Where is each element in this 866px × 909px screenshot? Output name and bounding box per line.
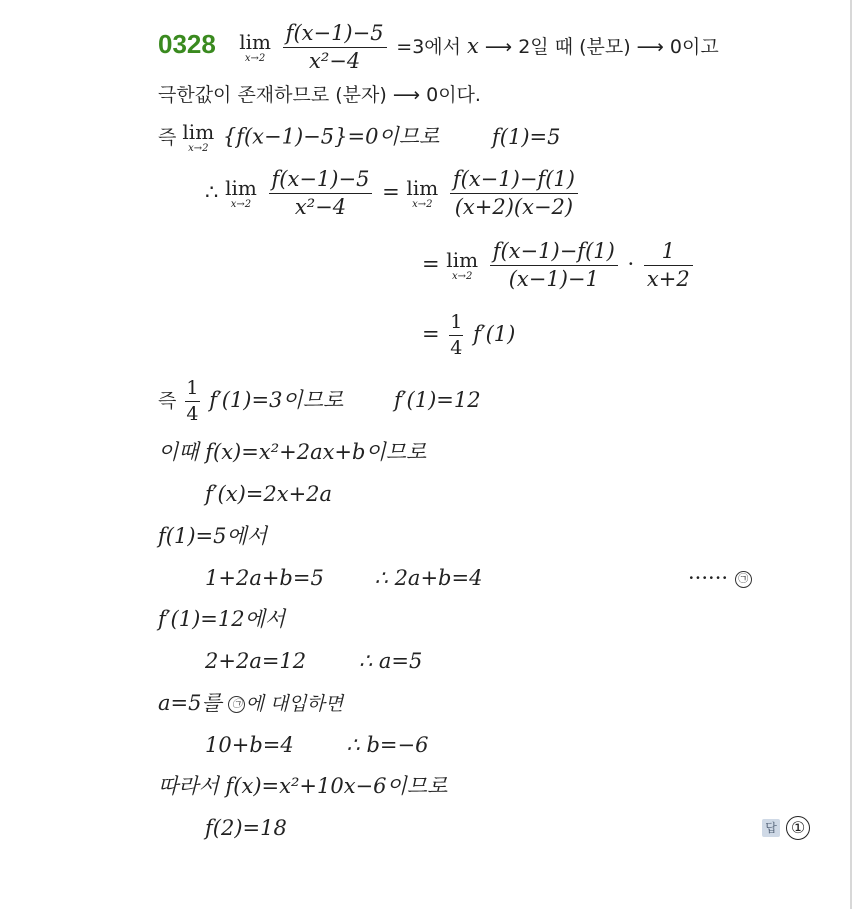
lim-operator: lim x→2 (406, 175, 439, 210)
line-15: 10+b=4 ∴ b=−6 (205, 733, 429, 757)
lim-operator: lim x→2 (225, 175, 257, 210)
marker-giyeok: ㉠ (735, 571, 752, 588)
lim-operator: lim x→2 (182, 120, 215, 154)
fraction: $\frac{1}{x+2}$ (644, 240, 693, 291)
line-3: 즉 lim x→2 {f(x−1)−5}=0이므로 f(1)=5 (158, 120, 561, 154)
line-17: f(2)=18 (205, 816, 287, 840)
line-7: 즉 $\frac{1}{4}$ f′(1)=3이므로 f′(1)=12 (158, 377, 481, 425)
line-4: ∴ lim x→2 $\frac{f(x-1)-5}{\text{x²−4}}$ = lim x→2 $\frac{f(x-1)-f(1)}{(x+2)(x-2)}$ (205, 168, 581, 219)
line-14: a=5를 ㉠ 에 대입하면 (158, 691, 344, 715)
answer (762, 816, 810, 840)
line-6: = $\frac{1}{4}$ f′(1) (422, 311, 516, 359)
answer-label: 답 (762, 819, 780, 837)
line-5: = lim x→2 $\frac{f(x-1)-f(1)}{(x-1)-1}$ · $\frac{1}{x+2}$ (422, 240, 696, 291)
answer-choice: ① (786, 816, 810, 840)
line-8: 이때 f(x)=x²+2ax+b이므로 (158, 440, 427, 464)
line-16: 따라서 f(x)=x²+10x−6이므로 (158, 774, 448, 798)
fraction: $\frac{f(x-1)-f(1)}{(x+2)(x-2)}$ (450, 168, 578, 219)
line-13: 2+2a=12 ∴ a=5 (205, 649, 423, 673)
fraction: $\frac{f(x-1)-5}{\text{x²−4}}$ (283, 22, 387, 73)
line-10: f(1)=5에서 (158, 524, 268, 548)
fraction: $\frac{1}{4}$ (186, 377, 199, 425)
problem-number: 0328 (158, 29, 216, 60)
line-1: 0328 lim x→2 $\frac{f(x-1)-5}{\text{x²−4}}$ =3에서 x ⟶ 2일 때 (분모) ⟶ 0이고 (158, 21, 719, 74)
fraction: $\frac{f(x-1)-5}{\text{x²−4}}$ (269, 168, 373, 219)
marker-giyeok: ㉠ (228, 696, 245, 713)
line-2: 극한값이 존재하므로 (분자) ⟶ 0이다. (158, 84, 481, 106)
line-9: f′(x)=2x+2a (205, 482, 333, 506)
fraction: $\frac{f(x-1)-f(1)}{(x-1)-1}$ (490, 240, 618, 291)
lim-operator: lim x→2 (239, 29, 271, 64)
line-11: 1+2a+b=5 ∴ 2a+b=4 (205, 566, 483, 590)
marker-label: ······ ㉠ (688, 568, 752, 589)
fraction: $\frac{1}{4}$ (450, 311, 463, 359)
page-divider (850, 0, 852, 909)
line-12: f′(1)=12에서 (158, 607, 286, 631)
lim-operator: lim x→2 (446, 247, 479, 282)
